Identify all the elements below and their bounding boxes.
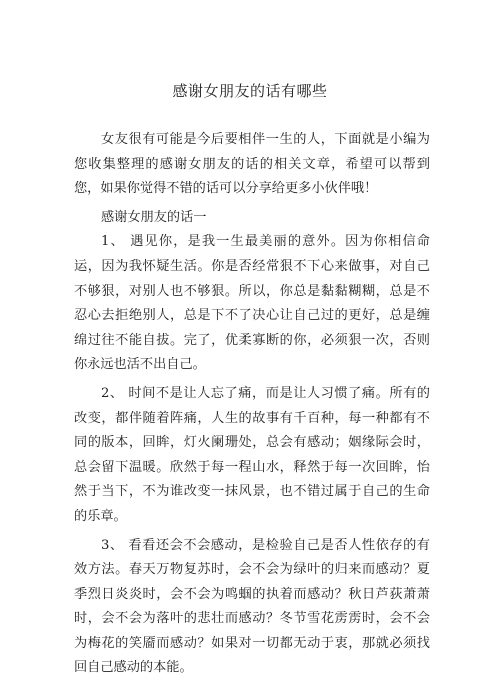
intro-paragraph: 女友很有可能是今后要相伴一生的人，下面就是小编为您收集整理的感谢女朋友的话的相关文章，希望可以帮到您，如果你觉得不错的话可以分享给更多小伙伴哦！ <box>74 132 430 197</box>
list-item: 2、 时间不是让人忘了痛，而是让人习惯了痛。所有的改变，都伴随着阵痛，人生的故事有千百种，每一种都有不同的版本，回眸，灯火阑珊处，总会有感动；姻缘际会时，总会留下温暖。欣然于每一程山水，释然于每一次回眸，怡然于当下，不为谁改变一抹风景，也不错过属于自己的生命的乐章。 <box>74 385 430 524</box>
list-item: 1、 遇见你，是我一生最美丽的意外。因为你相信命运，因为我怀疑生活。你是否经常狠不下心来做事，对自己不够狠，对别人也不够狠。所以，你总是黏黏糊糊，总是不忍心去拒绝别人，总是下不了决心让自己过的更好，总是缠绵过往不能自拔。完了，优柔寡断的你，必须狠一次，否则你永远也活不出自己。 <box>74 234 430 373</box>
document-title: 感谢女朋友的话有哪些 <box>172 82 328 100</box>
document-body <box>74 128 430 685</box>
list-item: 3、 看看还会不会感动，是检验自己是否人性依存的有效方法。春天万物复苏时，会不会为绿叶的归来而感动？夏季烈日炎炎时，会不会为鸣蝈的执着而感动？秋日芦荻萧萧时，会不会为落叶的悲壮而感动？冬节雪花雳雳时，会不会为梅花的笑靥而感动？如果对一切都无动于衷，那就必须找回自己感动的本能。 <box>74 537 430 676</box>
section-heading: 感谢女朋友的话一 <box>101 209 207 225</box>
